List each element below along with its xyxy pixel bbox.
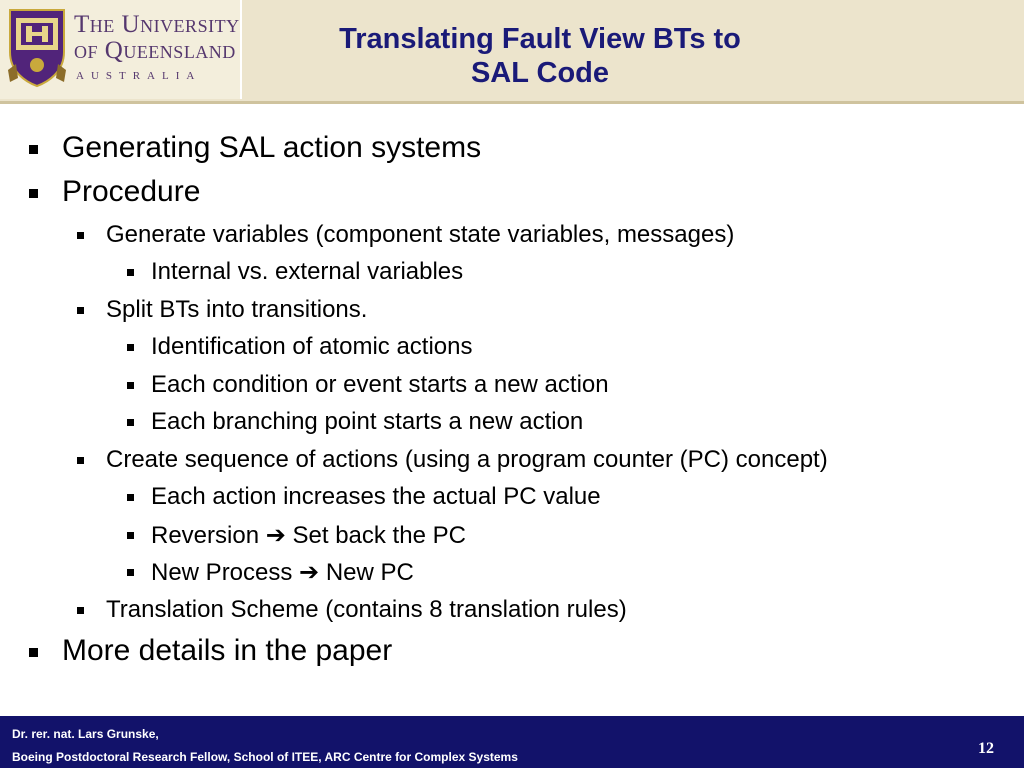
slide-header xyxy=(0,0,1024,103)
logo-line-2: of Queensland xyxy=(74,37,236,64)
bullet-text: More details in the paper xyxy=(62,634,393,667)
bullet-text: Generating SAL action systems xyxy=(62,131,482,164)
bullet-level-2 xyxy=(106,221,734,249)
right-arrow-icon: ➔ xyxy=(299,558,320,586)
square-bullet-icon xyxy=(127,494,134,501)
logo-line-1: The University xyxy=(74,11,240,38)
square-bullet-icon xyxy=(77,607,84,614)
slide-title-line-2: SAL Code xyxy=(470,57,610,89)
square-bullet-icon xyxy=(29,648,38,657)
bullet-text: Identification of atomic actions xyxy=(151,333,473,360)
bullet-level-3 xyxy=(151,408,583,436)
bullet-text-before: New Process xyxy=(151,559,293,586)
square-bullet-icon xyxy=(127,532,134,539)
bullet-level-1 xyxy=(62,131,481,165)
logo-country: AUSTRALIA xyxy=(76,70,202,82)
footer-author: Dr. rer. nat. Lars Grunske, xyxy=(12,727,159,741)
crest-icon xyxy=(8,8,66,88)
bullet-level-2 xyxy=(106,296,367,324)
slide-title xyxy=(280,22,800,90)
bullet-text: Split BTs into transitions. xyxy=(106,296,368,323)
bullet-level-3 xyxy=(151,258,463,286)
square-bullet-icon xyxy=(77,232,84,239)
bullet-level-3 xyxy=(151,558,414,587)
square-bullet-icon xyxy=(127,344,134,351)
bullet-text: Generate variables (component state variables, messages) xyxy=(106,221,735,248)
square-bullet-icon xyxy=(29,189,38,198)
bullet-text: Each branching point starts a new action xyxy=(151,408,584,435)
bullet-text-before: Reversion xyxy=(151,522,260,549)
bullet-text: Each condition or event starts a new action xyxy=(151,371,609,398)
square-bullet-icon xyxy=(77,307,84,314)
slide-footer xyxy=(0,716,1024,768)
bullet-text: Procedure xyxy=(62,175,201,208)
square-bullet-icon xyxy=(127,269,134,276)
footer-affiliation: Boeing Postdoctoral Research Fellow, School of ITEE, ARC Centre for Complex Systems xyxy=(12,750,518,764)
bullet-level-1 xyxy=(62,634,392,668)
slide-title-line-1: Translating Fault View BTs to xyxy=(339,23,741,55)
square-bullet-icon xyxy=(127,419,134,426)
page-number: 12 xyxy=(978,740,994,757)
bullet-level-3 xyxy=(151,371,609,399)
bullet-text-after: New PC xyxy=(325,559,414,586)
square-bullet-icon xyxy=(29,145,38,154)
bullet-level-1 xyxy=(62,175,200,209)
right-arrow-icon: ➔ xyxy=(265,521,286,549)
bullet-level-2 xyxy=(106,446,828,474)
bullet-text: Create sequence of actions (using a program counter (PC) concept) xyxy=(106,446,828,473)
university-logo xyxy=(0,0,242,99)
header-divider xyxy=(0,101,1024,104)
bullet-text-after: Set back the PC xyxy=(292,522,466,549)
bullet-level-3 xyxy=(151,483,601,511)
bullet-level-3 xyxy=(151,333,473,361)
square-bullet-icon xyxy=(127,382,134,389)
bullet-level-3 xyxy=(151,521,466,550)
bullet-text: Each action increases the actual PC value xyxy=(151,483,601,510)
bullet-level-2 xyxy=(106,596,627,624)
square-bullet-icon xyxy=(77,457,84,464)
bullet-text: Internal vs. external variables xyxy=(151,258,464,285)
square-bullet-icon xyxy=(127,569,134,576)
bullet-text: Translation Scheme (contains 8 translation rules) xyxy=(106,596,627,623)
